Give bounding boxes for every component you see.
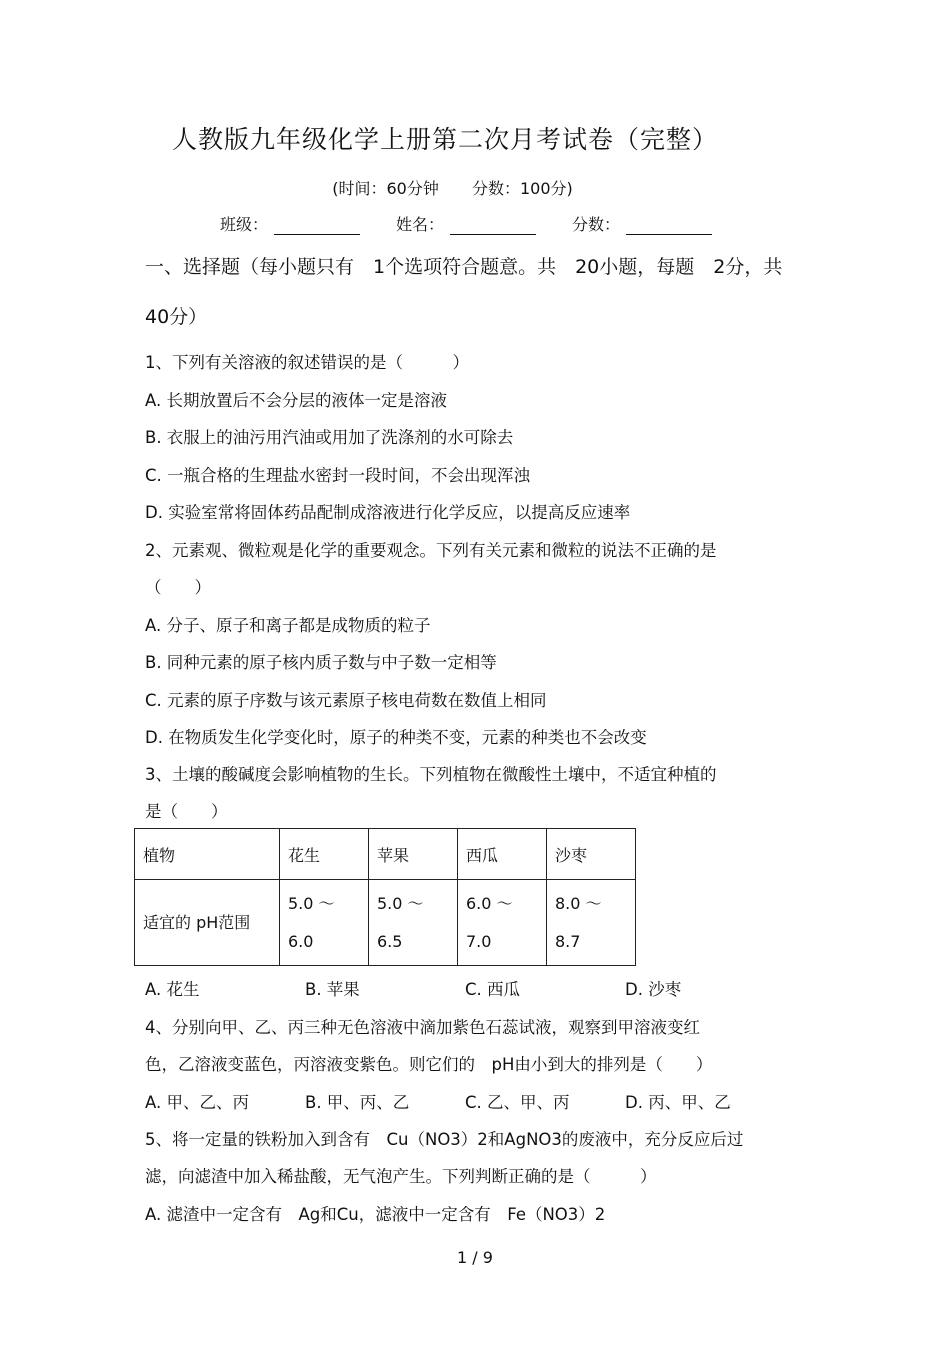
q3-option-d: D. 沙枣 [625, 980, 682, 999]
ph-range-high: 6.5 [377, 931, 403, 951]
table-header-cell: 植物 [135, 829, 280, 880]
q2-option-b: B. 同种元素的原子核内质子数与中子数一定相等 [145, 653, 497, 672]
ph-range-low: 8.0 ～ [555, 893, 602, 913]
ph-range-cell [458, 880, 547, 966]
q3-option-a: A. 花生 [145, 980, 200, 999]
q4-option-d: D. 丙、甲、乙 [625, 1093, 731, 1112]
total-score: 分数：100分) [471, 179, 573, 198]
q2-stem-1: 2、元素观、微粒观是化学的重要观念。下列有关元素和微粒的说法不正确的是 [145, 541, 717, 560]
ph-range-cell [369, 880, 458, 966]
q1-option-a: A. 长期放置后不会分层的液体一定是溶液 [145, 391, 447, 410]
table-header-cell: 花生 [280, 829, 369, 880]
exam-meta [0, 176, 905, 199]
q5-option-a: A. 滤渣中一定含有 Ag和Cu，滤液中一定含有 Fe（NO3）2 [145, 1205, 606, 1224]
ph-range-low: 5.0 ～ [377, 893, 424, 913]
class-field [220, 212, 360, 235]
ph-range-low: 6.0 ～ [466, 893, 513, 913]
exam-title: 人教版九年级化学上册第二次月考试卷（完整） [171, 125, 718, 154]
ph-range-cell [547, 880, 636, 966]
table-header-cell: 苹果 [369, 829, 458, 880]
q4-options [145, 1089, 785, 1113]
name-field [396, 212, 536, 235]
ph-table-value-row [135, 880, 636, 966]
q1-option-c: C. 一瓶合格的生理盐水密封一段时间，不会出现浑浊 [145, 466, 531, 485]
ph-table-header-row [135, 829, 636, 880]
time-limit: (时间：60分钟 [332, 179, 439, 198]
q4-stem-1: 4、分别向甲、乙、丙三种无色溶液中滴加紫色石蕊试液，观察到甲溶液变红 [145, 1018, 700, 1037]
q3-options [145, 976, 785, 1000]
q1-option-b: B. 衣服上的油污用汽油或用加了洗涤剂的水可除去 [145, 428, 514, 447]
ph-range-high: 6.0 [288, 931, 314, 951]
ph-range-high: 7.0 [466, 931, 492, 951]
ph-range-high: 8.7 [555, 931, 581, 951]
q1-stem: 1、下列有关溶液的叙述错误的是（ ） [145, 353, 469, 372]
q5-stem-1: 5、将一定量的铁粉加入到含有 Cu（NO3）2和AgNO3的废液中，充分反应后过 [145, 1130, 744, 1149]
ph-range-cell [280, 880, 369, 966]
page-number: 1 / 9 [457, 1248, 493, 1267]
name-blank [450, 216, 536, 235]
q4-stem-2: 色，乙溶液变蓝色，丙溶液变紫色。则它们的 pH由小到大的排列是（ ） [145, 1055, 713, 1074]
q3-option-c: C. 西瓜 [465, 980, 521, 999]
class-blank [274, 216, 360, 235]
q1-option-d: D. 实验室常将固体药品配制成溶液进行化学反应，以提高反应速率 [145, 503, 631, 522]
student-info [220, 212, 712, 235]
name-label: 姓名： [396, 215, 445, 234]
q2-option-d: D. 在物质发生化学变化时，原子的种类不变，元素的种类也不会改变 [145, 728, 647, 747]
q4-option-b: B. 甲、丙、乙 [305, 1093, 410, 1112]
q2-option-a: A. 分子、原子和离子都是成物质的粒子 [145, 616, 431, 635]
q2-stem-2: （ ） [145, 578, 211, 597]
q3-option-b: B. 苹果 [305, 980, 360, 999]
q3-stem-2: 是（ ） [145, 802, 228, 821]
score-field [572, 212, 712, 235]
ph-row-label: 适宜的 pH范围 [135, 880, 280, 966]
q4-option-c: C. 乙、甲、丙 [465, 1093, 570, 1112]
score-label: 分数： [572, 215, 621, 234]
q3-stem-1: 3、土壤的酸碱度会影响植物的生长。下列植物在微酸性土壤中，不适宜种植的 [145, 765, 717, 784]
class-label: 班级： [220, 215, 269, 234]
score-blank [626, 216, 712, 235]
section-heading: 一、选择题（每小题只有 1个选项符合题意。共 20小题，每题 2分，共40分） [145, 256, 783, 328]
ph-table [134, 828, 636, 966]
table-header-cell: 西瓜 [458, 829, 547, 880]
table-header-cell: 沙枣 [547, 829, 636, 880]
q4-option-a: A. 甲、乙、丙 [145, 1093, 249, 1112]
q5-stem-2: 滤，向滤渣中加入稀盐酸，无气泡产生。下列判断正确的是（ ） [145, 1167, 657, 1186]
ph-range-low: 5.0 ～ [288, 893, 335, 913]
q2-option-c: C. 元素的原子序数与该元素原子核电荷数在数值上相同 [145, 691, 547, 710]
